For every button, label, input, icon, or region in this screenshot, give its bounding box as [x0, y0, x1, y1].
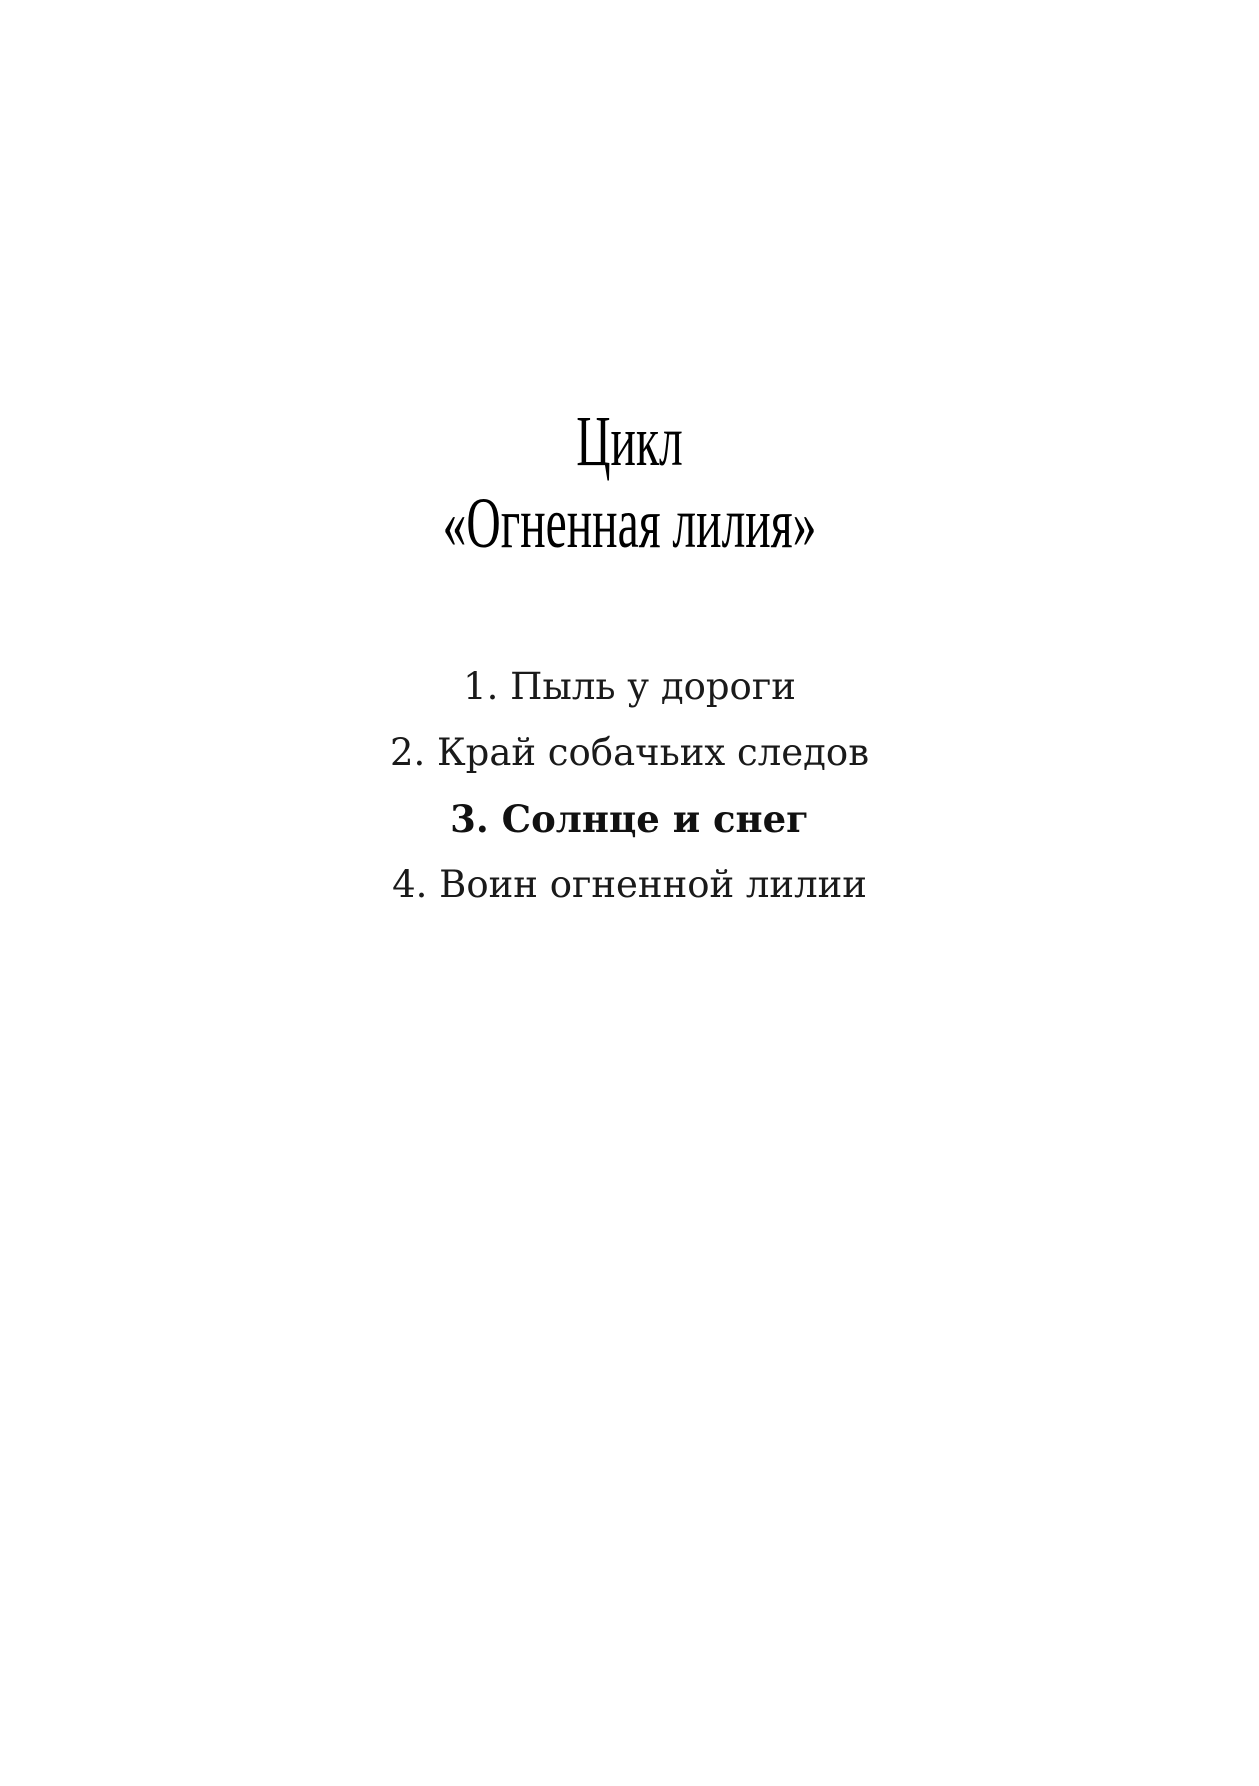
book-list-item-3-current: 3. Солнце и снег — [450, 797, 809, 841]
series-title-line-2: «Огненная лилия» — [442, 483, 817, 563]
series-book-list — [0, 654, 1259, 918]
series-title-line-1: Цикл — [576, 401, 683, 481]
book-list-item-1: 1. Пыль у дороги — [463, 665, 796, 708]
book-list-item-4: 4. Воин огненной лилии — [392, 863, 867, 906]
series-title — [0, 400, 1259, 564]
book-list-item-2: 2. Край собачьих следов — [389, 731, 870, 774]
